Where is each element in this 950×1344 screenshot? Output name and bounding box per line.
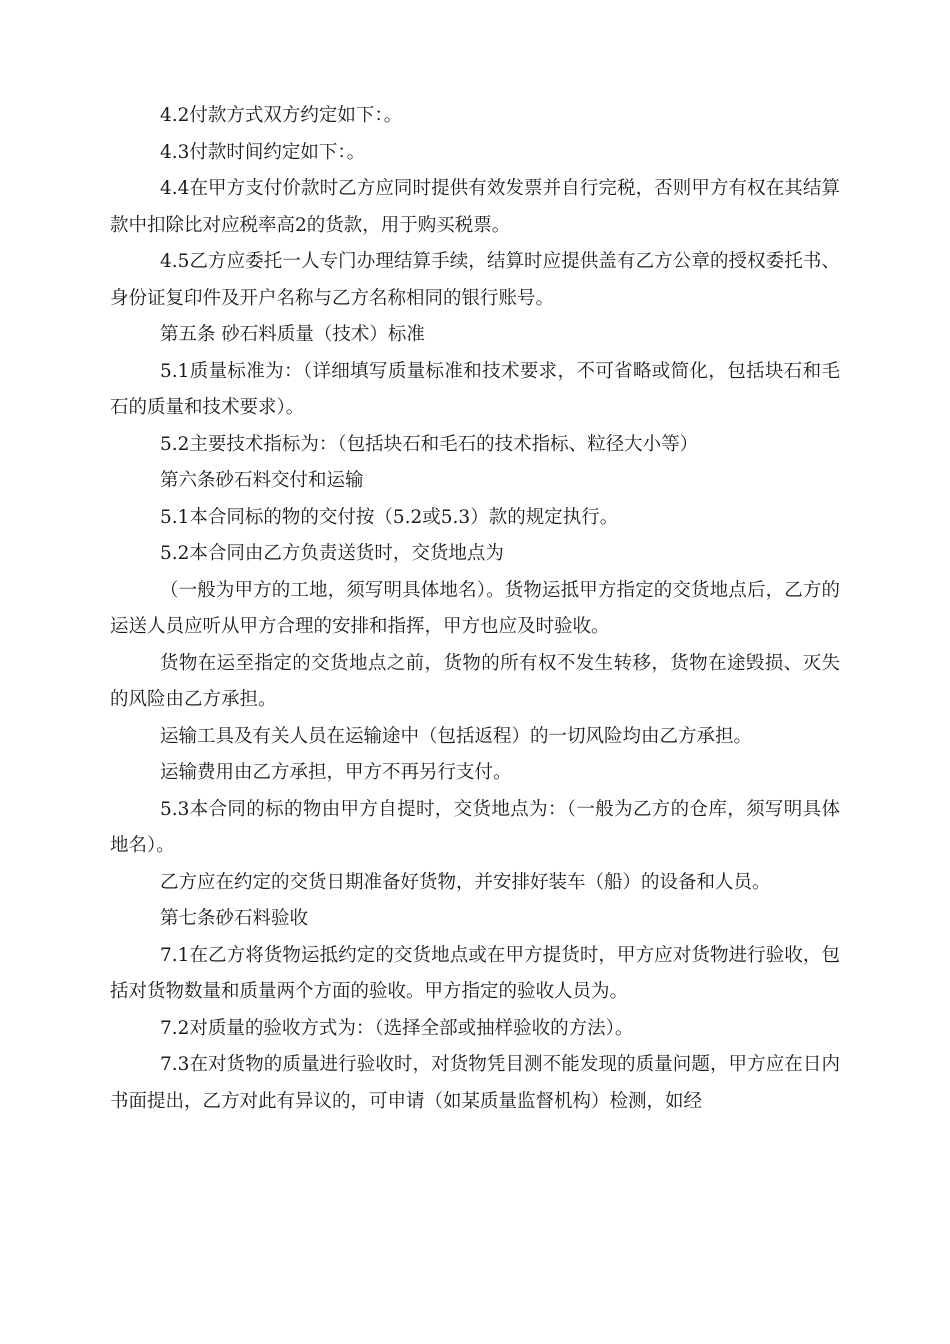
- clause-4-3: 4.3付款时间约定如下：。: [159, 141, 366, 163]
- document-page: [110, 98, 840, 1120]
- clause-7-2: 7.2对质量的验收方式为：（选择全部或抽样验收的方法）。: [159, 1017, 634, 1039]
- clause-4-2: 4.2付款方式双方约定如下：。: [159, 105, 403, 126]
- section-6-heading: 第六条砂石料交付和运输: [159, 470, 364, 491]
- clause-6-5-1: 5.1本合同标的物的交付按（5.2或5.3）款的规定执行。: [159, 506, 619, 528]
- clause-4-4: 4.4在甲方支付价款时乙方应同时提供有效发票并自行完税，否则甲方有权在其结算款中扣除比对应税率高2的货款，用于购买税票。: [110, 178, 840, 236]
- clause-6-5-2-continued: （一般为甲方的工地，须写明具体地名）。货物运抵甲方指定的交货地点后，乙方的运送人员应听从甲方合理的安排和指挥，甲方也应及时验收。: [110, 579, 840, 637]
- ownership-paragraph: 货物在运至指定的交货地点之前，货物的所有权不发生转移，货物在途毁损、灭失的风险由乙方承担。: [110, 652, 840, 710]
- clause-7-3: 7.3在对货物的质量进行验收时，对货物凭目测不能发现的质量问题，甲方应在日内书面提出，乙方对此有异议的，可申请（如某质量监督机构）检测，如经: [110, 1054, 840, 1112]
- transport-risk-paragraph: 运输工具及有关人员在运输途中（包括返程）的一切风险均由乙方承担。: [159, 725, 752, 747]
- clause-5-1-quality: 5.1质量标准为：（详细填写质量标准和技术要求，不可省略或简化，包括块石和毛石的质量和技术要求）。: [110, 360, 840, 418]
- clause-7-1: 7.1在乙方将货物运抵约定的交货地点或在甲方提货时，甲方应对货物进行验收，包括对货物数量和质量两个方面的验收。甲方指定的验收人员为。: [110, 944, 840, 1002]
- clause-5-2-technical: 5.2主要技术指标为：（包括块石和毛石的技术指标、粒径大小等）: [159, 433, 699, 455]
- section-7-heading: 第七条砂石料验收: [159, 908, 308, 929]
- clause-6-5-3: 5.3本合同的标的物由甲方自提时，交货地点为：（一般为乙方的仓库，须写明具体地名）。: [110, 798, 840, 856]
- loading-paragraph: 乙方应在约定的交货日期准备好货物，并安排好装车（船）的设备和人员。: [159, 871, 771, 893]
- clause-6-5-2: 5.2本合同由乙方负责送货时，交货地点为: [159, 543, 504, 564]
- section-5-heading: 第五条 砂石料质量（技术）标准: [159, 324, 425, 345]
- transport-cost-paragraph: 运输费用由乙方承担，甲方不再另行支付。: [159, 762, 512, 783]
- clause-4-5: 4.5乙方应委托一人专门办理结算手续，结算时应提供盖有乙方公章的授权委托书、身份证复印件及开户名称与乙方名称相同的银行账号。: [110, 251, 840, 309]
